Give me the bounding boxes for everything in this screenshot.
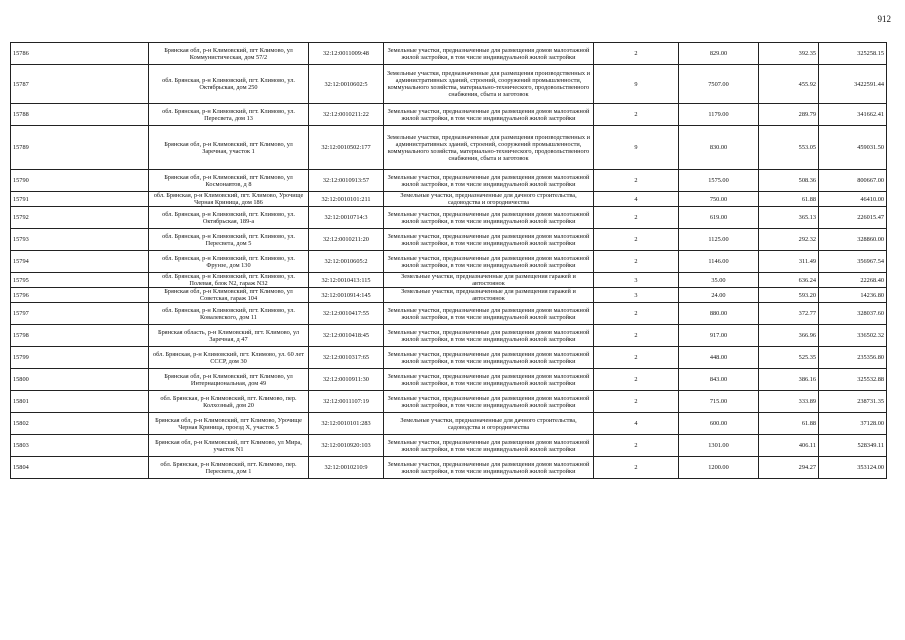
specific-value-cell: 289.79 (759, 104, 819, 126)
land-use-cell: Земельные участки, предназначенные для размещения домов малоэтажной жилой застройки, в том числе индивидуальной жилой застройки (384, 251, 594, 273)
specific-value-cell: 386.16 (759, 369, 819, 391)
group-cell: 2 (594, 435, 679, 457)
address-cell: обл. Брянская, р-н Климовский, пгт. Климово, ул. Октябрьская, дом 250 (149, 65, 309, 104)
address-cell: обл. Брянская, р-н Климовский, пгт. Климово, ул. Полевая, блок N2, гараж N32 (149, 273, 309, 288)
area-cell: 1146.00 (679, 251, 759, 273)
land-use-cell: Земельные участки, предназначенные для размещения домов малоэтажной жилой застройки, в том числе индивидуальной жилой застройки (384, 170, 594, 192)
area-cell: 715.00 (679, 391, 759, 413)
land-use-cell: Земельные участки, предназначенные для размещения производственных и административных зданий, строений, сооружений промышленности, коммунального хозяйства, материально-технического, продовольственного снабжения, сбыта и заготовок (384, 65, 594, 104)
group-cell: 2 (594, 207, 679, 229)
row-number: 15795 (11, 273, 149, 288)
specific-value-cell: 61.88 (759, 192, 819, 207)
area-cell: 1200.00 (679, 457, 759, 479)
row-number: 15798 (11, 325, 149, 347)
group-cell: 9 (594, 126, 679, 170)
group-cell: 4 (594, 413, 679, 435)
table-row (11, 43, 887, 65)
cadastral-value-cell: 336502.32 (819, 325, 887, 347)
group-cell: 2 (594, 229, 679, 251)
specific-value-cell: 525.35 (759, 347, 819, 369)
address-cell: обл. Брянская, р-н Климовский, пгт. Климово, ул. Фрунзе, дом 130 (149, 251, 309, 273)
group-cell: 9 (594, 65, 679, 104)
group-cell: 2 (594, 347, 679, 369)
table-row (11, 65, 887, 104)
cadastral-number-cell: 32:12:0010417:55 (309, 303, 384, 325)
group-cell: 2 (594, 104, 679, 126)
row-number: 15788 (11, 104, 149, 126)
cadastral-number-cell: 32:12:0010605:2 (309, 251, 384, 273)
specific-value-cell: 61.88 (759, 413, 819, 435)
cadastral-value-cell: 3422591.44 (819, 65, 887, 104)
specific-value-cell: 333.89 (759, 391, 819, 413)
table-row (11, 207, 887, 229)
row-number: 15803 (11, 435, 149, 457)
cadastral-value-cell: 238731.35 (819, 391, 887, 413)
group-cell: 3 (594, 273, 679, 288)
specific-value-cell: 311.49 (759, 251, 819, 273)
area-cell: 1301.00 (679, 435, 759, 457)
row-number: 15786 (11, 43, 149, 65)
address-cell: Брянская обл, р-н Климовский, пгт Климово, ул Интернациональная, дом 49 (149, 369, 309, 391)
cadastral-value-cell: 356967.54 (819, 251, 887, 273)
area-cell: 880.00 (679, 303, 759, 325)
area-cell: 35.00 (679, 273, 759, 288)
area-cell: 830.00 (679, 126, 759, 170)
area-cell: 1125.00 (679, 229, 759, 251)
address-cell: Брянская обл, р-н Климовский, пгт Климово, Урочище Черная Криница, проезд Х, участок 5 (149, 413, 309, 435)
cadastral-value-cell: 325532.88 (819, 369, 887, 391)
table-row (11, 170, 887, 192)
table-row (11, 457, 887, 479)
address-cell: обл. Брянская, р-н Климовский, пгт. Климово, ул. Октябрьская, 189-а (149, 207, 309, 229)
land-use-cell: Земельные участки, предназначенные для размещения домов малоэтажной жилой застройки, в том числе индивидуальной жилой застройки (384, 435, 594, 457)
area-cell: 619.00 (679, 207, 759, 229)
cadastral-value-table (10, 42, 887, 479)
row-number: 15801 (11, 391, 149, 413)
table-row (11, 229, 887, 251)
specific-value-cell: 593.20 (759, 288, 819, 303)
row-number: 15799 (11, 347, 149, 369)
row-number: 15790 (11, 170, 149, 192)
address-cell: обл. Брянская, р-н Климовский, пгт. Климово, пер. Пересвета, дом 1 (149, 457, 309, 479)
cadastral-number-cell: 32:12:0010714:3 (309, 207, 384, 229)
table-row (11, 273, 887, 288)
cadastral-number-cell: 32:12:0010920:103 (309, 435, 384, 457)
specific-value-cell: 636.24 (759, 273, 819, 288)
area-cell: 829.00 (679, 43, 759, 65)
cadastral-value-cell: 14236.80 (819, 288, 887, 303)
cadastral-number-cell: 32:12:0010502:177 (309, 126, 384, 170)
area-cell: 600.00 (679, 413, 759, 435)
cadastral-value-cell: 459031.50 (819, 126, 887, 170)
table-row (11, 347, 887, 369)
land-use-cell: Земельные участки, предназначенные для размещения домов малоэтажной жилой застройки, в том числе индивидуальной жилой застройки (384, 229, 594, 251)
specific-value-cell: 392.35 (759, 43, 819, 65)
cadastral-value-cell: 341662.41 (819, 104, 887, 126)
address-cell: обл. Брянская, р-н Климовский, пгт. Климово, ул. 60 лет СССР, дом 30 (149, 347, 309, 369)
area-cell: 917.00 (679, 325, 759, 347)
cadastral-number-cell: 32:12:0010101:283 (309, 413, 384, 435)
area-cell: 843.00 (679, 369, 759, 391)
specific-value-cell: 372.77 (759, 303, 819, 325)
land-use-cell: Земельные участки, предназначенные для размещения домов малоэтажной жилой застройки, в том числе индивидуальной жилой застройки (384, 369, 594, 391)
cadastral-number-cell: 32:12:0010602:5 (309, 65, 384, 104)
address-cell: Брянская область, р-н Климовский, пгт. Климово, ул Заречная, д 47 (149, 325, 309, 347)
land-use-cell: Земельные участки, предназначенные для размещения домов малоэтажной жилой застройки, в том числе индивидуальной жилой застройки (384, 347, 594, 369)
area-cell: 7507.00 (679, 65, 759, 104)
land-use-cell: Земельные участки, предназначенные для размещения домов малоэтажной жилой застройки, в том числе индивидуальной жилой застройки (384, 391, 594, 413)
group-cell: 2 (594, 325, 679, 347)
land-use-cell: Земельные участки, предназначенные для размещения домов малоэтажной жилой застройки, в том числе индивидуальной жилой застройки (384, 303, 594, 325)
group-cell: 3 (594, 288, 679, 303)
cadastral-value-cell: 328860.00 (819, 229, 887, 251)
group-cell: 2 (594, 303, 679, 325)
land-use-cell: Земельные участки, предназначенные для размещения домов малоэтажной жилой застройки, в том числе индивидуальной жилой застройки (384, 104, 594, 126)
group-cell: 2 (594, 170, 679, 192)
cadastral-number-cell: 32:12:0011009:48 (309, 43, 384, 65)
address-cell: обл. Брянская, р-н Климовский, пгт. Климово, ул. Пересвета, дом 5 (149, 229, 309, 251)
cadastral-number-cell: 32:12:0010210:9 (309, 457, 384, 479)
land-use-cell: Земельные участки, предназначенные для размещения домов малоэтажной жилой застройки, в том числе индивидуальной жилой застройки (384, 207, 594, 229)
area-cell: 24.00 (679, 288, 759, 303)
address-cell: обл. Брянская, р-н Климовский, пгт. Климово, ул. Ковалевского, дом 11 (149, 303, 309, 325)
group-cell: 4 (594, 192, 679, 207)
land-use-cell: Земельные участки, предназначенные для размещения домов малоэтажной жилой застройки, в том числе индивидуальной жилой застройки (384, 457, 594, 479)
cadastral-value-cell: 235356.80 (819, 347, 887, 369)
table-row (11, 369, 887, 391)
cadastral-value-cell: 37128.00 (819, 413, 887, 435)
specific-value-cell: 406.11 (759, 435, 819, 457)
land-use-cell: Земельные участки, предназначенные для дачного строительства, садоводства и огородничества (384, 413, 594, 435)
row-number: 15802 (11, 413, 149, 435)
row-number: 15796 (11, 288, 149, 303)
address-cell: Брянская обл, р-н Климовский, пгт Климово, ул Коммунистическая, дом 57/2 (149, 43, 309, 65)
table-row (11, 435, 887, 457)
table-row (11, 126, 887, 170)
cadastral-number-cell: 32:12:0010211:20 (309, 229, 384, 251)
address-cell: обл. Брянская, р-н Климовский, пгт. Климово, Урочище Черная Криница, дом 186 (149, 192, 309, 207)
cadastral-value-cell: 226015.47 (819, 207, 887, 229)
group-cell: 2 (594, 251, 679, 273)
table-row (11, 413, 887, 435)
table-row (11, 104, 887, 126)
specific-value-cell: 366.96 (759, 325, 819, 347)
group-cell: 2 (594, 391, 679, 413)
table-row (11, 192, 887, 207)
row-number: 15787 (11, 65, 149, 104)
cadastral-value-cell: 46410.00 (819, 192, 887, 207)
area-cell: 1575.00 (679, 170, 759, 192)
cadastral-value-cell: 353124.00 (819, 457, 887, 479)
specific-value-cell: 508.36 (759, 170, 819, 192)
row-number: 15794 (11, 251, 149, 273)
cadastral-number-cell: 32:12:0010413:115 (309, 273, 384, 288)
specific-value-cell: 553.05 (759, 126, 819, 170)
row-number: 15804 (11, 457, 149, 479)
cadastral-value-cell: 528349.11 (819, 435, 887, 457)
row-number: 15800 (11, 369, 149, 391)
row-number: 15789 (11, 126, 149, 170)
address-cell: обл. Брянская, р-н Климовский, пгт. Климово, пер. Колхозный, дом 20 (149, 391, 309, 413)
table-row (11, 303, 887, 325)
address-cell: Брянская обл, р-н Климовский, пгт Климово, ул Заречная, участок 1 (149, 126, 309, 170)
row-number: 15791 (11, 192, 149, 207)
area-cell: 1179.00 (679, 104, 759, 126)
land-use-cell: Земельные участки, предназначенные для размещения гаражей и автостоянок (384, 273, 594, 288)
row-number: 15793 (11, 229, 149, 251)
cadastral-value-cell: 328037.60 (819, 303, 887, 325)
cadastral-number-cell: 32:12:0011107:19 (309, 391, 384, 413)
group-cell: 2 (594, 457, 679, 479)
specific-value-cell: 292.32 (759, 229, 819, 251)
cadastral-number-cell: 32:12:0010211:22 (309, 104, 384, 126)
cadastral-value-cell: 800667.00 (819, 170, 887, 192)
land-use-cell: Земельные участки, предназначенные для размещения гаражей и автостоянок (384, 288, 594, 303)
land-use-cell: Земельные участки, предназначенные для размещения производственных и административных зданий, строений, сооружений промышленности, коммунального хозяйства, материально-технического, продовольственного снабжения, сбыта и заготовок (384, 126, 594, 170)
group-cell: 2 (594, 369, 679, 391)
specific-value-cell: 365.13 (759, 207, 819, 229)
area-cell: 448.00 (679, 347, 759, 369)
cadastral-value-cell: 22268.40 (819, 273, 887, 288)
cadastral-number-cell: 32:12:0010913:57 (309, 170, 384, 192)
page-number: 912 (877, 14, 891, 24)
row-number: 15792 (11, 207, 149, 229)
cadastral-number-cell: 32:12:0010418:45 (309, 325, 384, 347)
specific-value-cell: 294.27 (759, 457, 819, 479)
land-use-cell: Земельные участки, предназначенные для размещения домов малоэтажной жилой застройки, в том числе индивидуальной жилой застройки (384, 325, 594, 347)
table-row (11, 288, 887, 303)
land-use-cell: Земельные участки, предназначенные для дачного строительства, садоводства и огородничества (384, 192, 594, 207)
cadastral-number-cell: 32:12:0010914:145 (309, 288, 384, 303)
table-row (11, 325, 887, 347)
cadastral-number-cell: 32:12:0010101:211 (309, 192, 384, 207)
address-cell: Брянская обл, р-н Климовский, пгт Климово, ул Космонавтов, д 8 (149, 170, 309, 192)
cadastral-value-cell: 325258.15 (819, 43, 887, 65)
table-row (11, 251, 887, 273)
group-cell: 2 (594, 43, 679, 65)
address-cell: Брянская обл, р-н Климовский, пгт Климово, ул Советская, гараж 104 (149, 288, 309, 303)
area-cell: 750.00 (679, 192, 759, 207)
cadastral-number-cell: 32:12:0010317:65 (309, 347, 384, 369)
address-cell: Брянская обл, р-н Климовский, пгт Климово, ул Мира, участок N1 (149, 435, 309, 457)
cadastral-number-cell: 32:12:0010911:30 (309, 369, 384, 391)
row-number: 15797 (11, 303, 149, 325)
address-cell: обл. Брянская, р-н Климовский, пгт. Климово, ул. Пересвета, дом 13 (149, 104, 309, 126)
table-row (11, 391, 887, 413)
land-use-cell: Земельные участки, предназначенные для размещения домов малоэтажной жилой застройки, в том числе индивидуальной жилой застройки (384, 43, 594, 65)
specific-value-cell: 455.92 (759, 65, 819, 104)
